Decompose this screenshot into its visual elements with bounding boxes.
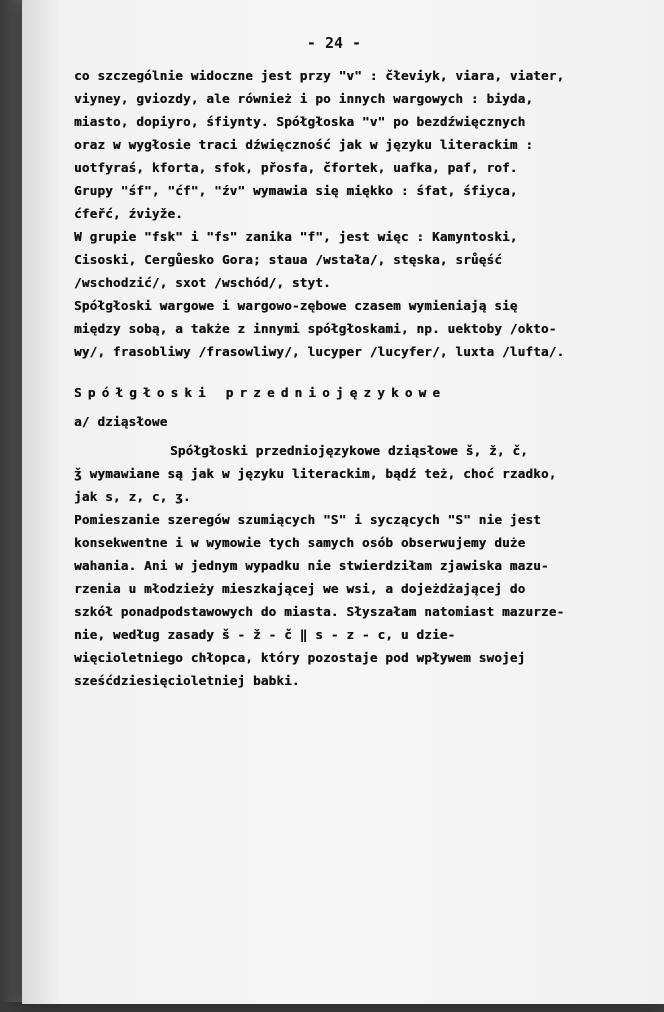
text-line: nie, według zasady š - ž - č ‖ s - z - c, u dzie- [74, 627, 456, 642]
paragraph-4 [74, 439, 654, 508]
page-number: - 24 - [306, 34, 362, 52]
paragraph-5 [74, 508, 654, 692]
page-content [74, 34, 654, 692]
text-line: wy/, frasobliwy /frasowliwy/, lucyper /lucyfer/, luxta /lufta/. [74, 344, 565, 359]
text-line: sześćdziesięcioletniej babki. [74, 673, 300, 688]
subsection-heading: a/ dziąsłowe [74, 414, 168, 429]
text-line: oraz w wygłosie traci dźwięczność jak w języku literackim : [74, 137, 534, 152]
text-line: /wschodzić/, sxot /wschód/, styt. [74, 275, 331, 290]
text-line: miasto, dopiyro, śfiynty. Spółgłoska "v" po bezdźwięcznych [74, 114, 526, 129]
paragraph-3 [74, 294, 654, 363]
text-line: jak s, z, c, ʒ. [74, 489, 191, 504]
text-line: szkół ponadpodstawowych do miasta. Słyszałam natomiast mazurze- [74, 604, 565, 619]
text-line: ǯ wymawiane są jak w języku literackim, bądź też, choć rzadko, [74, 466, 557, 481]
text-line: Cisoski, Cergůesko Gora; staua /wstała/, stęska, srůęść [74, 252, 503, 267]
text-line: między sobą, a także z innymi spółgłoskami, np. uektoby /okto- [74, 321, 557, 336]
text-line: więcioletniego chłopca, który pozostaje pod wpływem swojej [74, 650, 526, 665]
text-line: rzenia u młodzieży mieszkającej we wsi, a dojeżdżającej do [74, 581, 526, 596]
paragraph-2 [74, 225, 654, 294]
document-page [22, 0, 664, 1004]
text-line: co szczególnie widoczne jest przy "v" : čłeviyk, viara, viater, [74, 68, 565, 83]
text-line: konsekwentne i w wymowie tych samych osób obserwujemy duże [74, 535, 526, 550]
text-line: Pomieszanie szeregów szumiących "S" i syczących "S" nie jest [74, 512, 541, 527]
text-line: Spółgłoski wargowe i wargowo-zębowe czasem wymieniają się [74, 298, 518, 313]
paragraph-1 [74, 64, 654, 225]
text-line: uotfyraś, kforta, sfok, přosfa, čfortek, uafka, paf, rof. [74, 160, 518, 175]
text-line: wahania. Ani w jednym wypadku nie stwierdziłam zjawiska mazu- [74, 558, 549, 573]
text-line: Grupy "śf", "ćf", "źv" wymawia się miękko : śfat, śfiyca, [74, 183, 518, 198]
text-line: W grupie "fsk" i "fs" zanika "f", jest więc : Kamyntoski, [74, 229, 518, 244]
text-line: viyney, gviozdy, ale również i po innych wargowych : biyda, [74, 91, 534, 106]
section-heading: Spółgłoski przedniojęzykowe [74, 385, 447, 400]
text-line: ćfeřć, źviyže. [74, 206, 183, 221]
text-line: Spółgłoski przedniojęzykowe dziąsłowe š, ž, č, [170, 443, 528, 458]
